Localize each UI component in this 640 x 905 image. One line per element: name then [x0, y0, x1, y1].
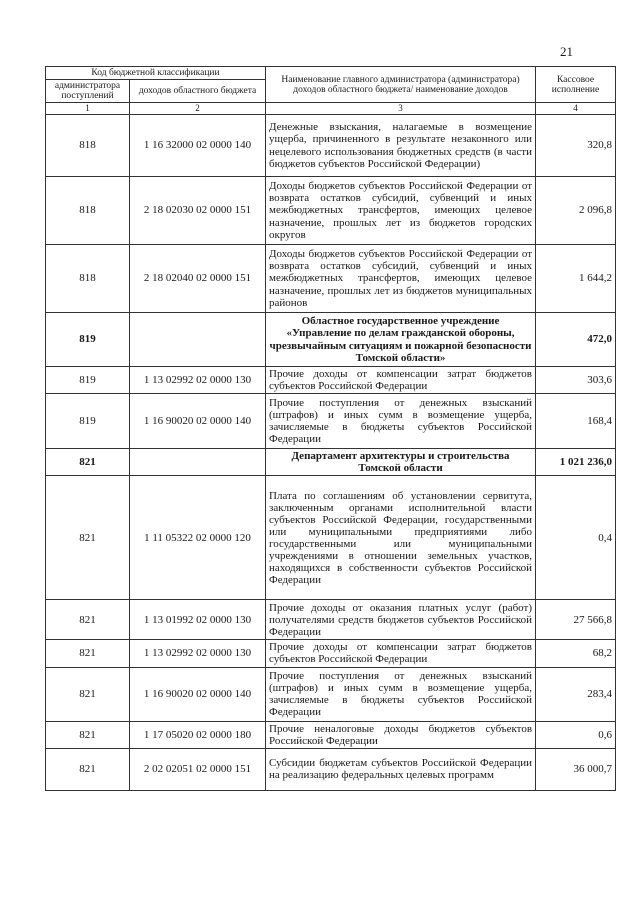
table-row: [46, 748, 616, 790]
revenue-code: 1 13 02992 02 0000 130: [130, 367, 266, 394]
amount: 0,4: [536, 476, 616, 600]
revenue-code: [130, 313, 266, 367]
admin-code: 819: [46, 367, 130, 394]
table-row: [46, 640, 616, 667]
classification-header: Код бюджетной классификации: [46, 67, 266, 80]
admin-column-header: администратора поступлений: [46, 80, 130, 103]
revenue-name: Прочие доходы от оказания платных услуг (работ) получателями средств бюджетов субъектов Российской Федерации: [266, 600, 536, 640]
revenue-name: Субсидии бюджетам субъектов Российской Федерации на реализацию федеральных целевых программ: [266, 748, 536, 790]
amount: 168,4: [536, 394, 616, 449]
amount-column-header: Кассовое исполнение: [536, 67, 616, 103]
name-column-header: Наименование главного администратора (администратора) доходов областного бюджета/ наименование доходов: [266, 67, 536, 103]
revenue-name: Прочие доходы от компенсации затрат бюджетов субъектов Российской Федерации: [266, 367, 536, 394]
admin-code: 821: [46, 721, 130, 748]
revenue-code: 2 02 02051 02 0000 151: [130, 748, 266, 790]
administrator-name: Департамент архитектуры и строительства Томской области: [266, 449, 536, 476]
revenue-name: Доходы бюджетов субъектов Российской Федерации от возврата остатков субсидий, субвенций и иных межбюджетных трансфертов, имеющих целевое назначение, прошлых лет из бюджетов муниципальных районов: [266, 245, 536, 313]
page-number: 21: [560, 44, 573, 59]
amount: 283,4: [536, 667, 616, 721]
amount: 303,6: [536, 367, 616, 394]
amount: 1 644,2: [536, 245, 616, 313]
revenue-name: Прочие доходы от компенсации затрат бюджетов субъектов Российской Федерации: [266, 640, 536, 667]
revenue-name: Плата по соглашениям об установлении сервитута, заключенным органами исполнительной власти субъектов Российской Федерации, государственными или муниципальными предприятиями либо государственными или муниципальными учреждениями в отношении земельных участков, находящихся в собственности субъектов Российской Федерации: [266, 476, 536, 600]
amount: 320,8: [536, 115, 616, 177]
table-row: [46, 245, 616, 313]
admin-code: 821: [46, 748, 130, 790]
admin-code: 818: [46, 115, 130, 177]
revenue-code: 2 18 02030 02 0000 151: [130, 177, 266, 245]
column-number-4: 4: [536, 103, 616, 115]
amount: 27 566,8: [536, 600, 616, 640]
revenue-code: 1 13 01992 02 0000 130: [130, 600, 266, 640]
group-row: [46, 313, 616, 367]
revenue-name: Прочие неналоговые доходы бюджетов субъектов Российской Федерации: [266, 721, 536, 748]
amount: 68,2: [536, 640, 616, 667]
amount: 1 021 236,0: [536, 449, 616, 476]
admin-code: 819: [46, 313, 130, 367]
revenue-name: Денежные взыскания, налагаемые в возмещение ущерба, причиненного в результате незаконного или нецелевого использования бюджетных средств (в части бюджетов субъектов Российской Федерации): [266, 115, 536, 177]
amount: 2 096,8: [536, 177, 616, 245]
revenue-code: 1 16 32000 02 0000 140: [130, 115, 266, 177]
column-number-3: 3: [266, 103, 536, 115]
amount: 36 000,7: [536, 748, 616, 790]
revenue-code: 1 16 90020 02 0000 140: [130, 394, 266, 449]
revenue-code: 1 11 05322 02 0000 120: [130, 476, 266, 600]
revenue-table: [45, 66, 616, 791]
admin-code: 821: [46, 640, 130, 667]
amount: 0,6: [536, 721, 616, 748]
administrator-name: Областное государственное учреждение «Управление по делам гражданской обороны, чрезвычайным ситуациям и пожарной безопасности Томской области»: [266, 313, 536, 367]
admin-code: 821: [46, 600, 130, 640]
code-column-header: доходов областного бюджета: [130, 80, 266, 103]
table-row: [46, 177, 616, 245]
revenue-name: Прочие поступления от денежных взысканий (штрафов) и иных сумм в возмещение ущерба, зачисляемые в бюджеты субъектов Российской Федерации: [266, 667, 536, 721]
revenue-code: 1 13 02992 02 0000 130: [130, 640, 266, 667]
column-number-1: 1: [46, 103, 130, 115]
admin-code: 821: [46, 667, 130, 721]
table-row: [46, 367, 616, 394]
table-row: [46, 667, 616, 721]
table-row: [46, 721, 616, 748]
table-row: [46, 476, 616, 600]
revenue-code: [130, 449, 266, 476]
table-row: [46, 115, 616, 177]
revenue-name: Прочие поступления от денежных взысканий (штрафов) и иных сумм в возмещение ущерба, зачисляемые в бюджеты субъектов Российской Федерации: [266, 394, 536, 449]
revenue-code: 1 16 90020 02 0000 140: [130, 667, 266, 721]
table-row: [46, 394, 616, 449]
column-number-2: 2: [130, 103, 266, 115]
revenue-name: Доходы бюджетов субъектов Российской Федерации от возврата остатков субсидий, субвенций и иных межбюджетных трансфертов, имеющих целевое назначение, прошлых лет из бюджетов городских округов: [266, 177, 536, 245]
admin-code: 818: [46, 245, 130, 313]
group-row: [46, 449, 616, 476]
admin-code: 819: [46, 394, 130, 449]
revenue-code: 2 18 02040 02 0000 151: [130, 245, 266, 313]
admin-code: 818: [46, 177, 130, 245]
table-row: [46, 600, 616, 640]
admin-code: 821: [46, 449, 130, 476]
revenue-code: 1 17 05020 02 0000 180: [130, 721, 266, 748]
amount: 472,0: [536, 313, 616, 367]
admin-code: 821: [46, 476, 130, 600]
